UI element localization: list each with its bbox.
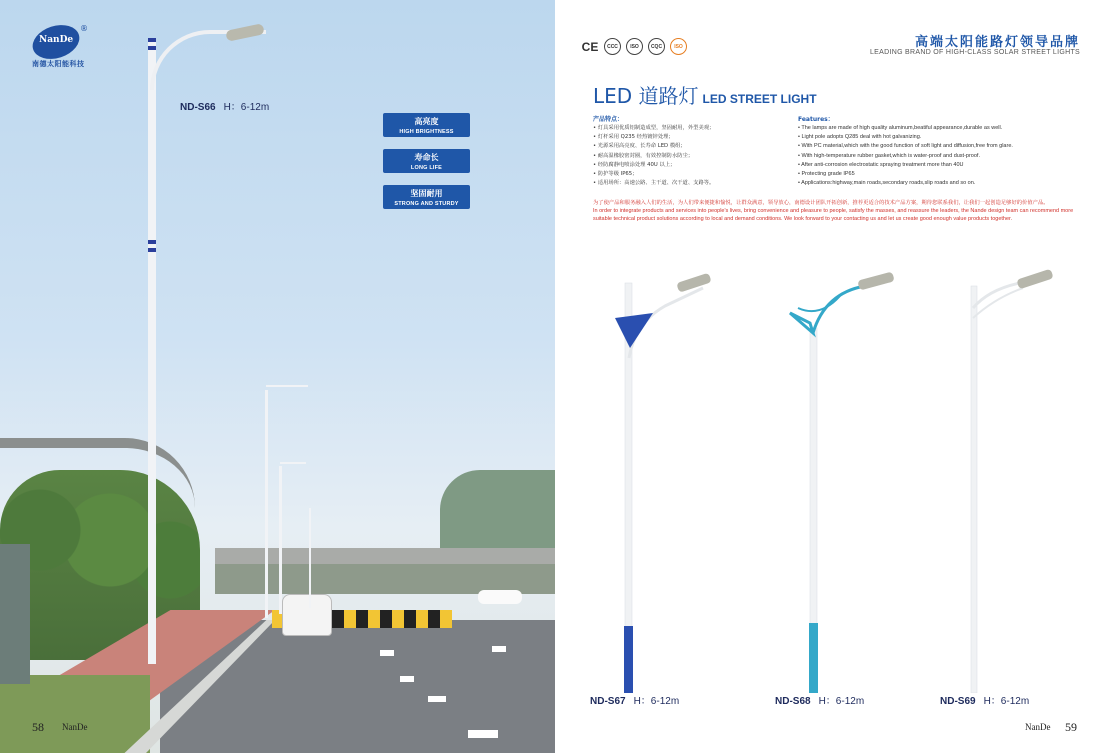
title-cn: LED 道路灯: [593, 84, 699, 108]
badge-en: HIGH BRIGHTNESS: [399, 129, 454, 135]
product-image-s68: [780, 268, 900, 693]
list-item: • Protecting grade IP65: [798, 171, 855, 178]
lamp-head: [676, 273, 711, 293]
intro-text-cn: 为了使产品和服务融入人们的生活，为人们带来便捷和愉悦，让群众满意，领导放心，南德设计团队开拓创新，推荐更适合的技术产品方案，期待您联系我们，让我们一起创造足够好的价值产品。: [593, 200, 1049, 206]
lamp-head: [1016, 269, 1053, 290]
model-height: H：6-12m: [983, 696, 1030, 707]
page-number-right: 59: [1065, 720, 1077, 734]
model-height: H：6-12m: [818, 696, 865, 707]
badge-strong-sturdy: [383, 185, 470, 209]
intro-text-en: In order to integrate products and services into people's lives, bring convenience and pleasure to people, satisfy the masses, and reassure the leaders, the Nande design team can recommend more suitable technical product solutions according to local and demand conditions. We look forward to your contacting us and let us create good enough value products together.: [593, 208, 1074, 222]
pole-bracket: [790, 313, 813, 333]
badge-cn: 高亮度: [414, 117, 439, 126]
list-item: • 耐高温橡胶密封圈，有效控制防水防尘；: [593, 152, 694, 159]
main-pole-arm: [150, 30, 266, 90]
title-en: LED STREET LIGHT: [702, 92, 817, 106]
footer-brand-left: NanDe: [62, 722, 88, 732]
model-name: ND-S68: [775, 696, 811, 707]
features-en-heading: Features：: [798, 116, 834, 123]
model-label-s69: [940, 692, 1029, 707]
header-slogan-en: LEADING BRAND OF HIGH-CLASS SOLAR STREET LIGHTS: [869, 49, 1080, 56]
right-page: [555, 0, 1110, 753]
header-slogan-cn: 高端太阳能路灯领导品牌: [914, 35, 1080, 50]
background-pole: [265, 390, 268, 618]
model-name: ND-S67: [590, 696, 626, 707]
lane-marking: [492, 646, 506, 652]
lane-marking: [428, 696, 446, 702]
lane-marking: [468, 730, 498, 738]
page-number-left: 58: [32, 720, 44, 734]
model-height: H：6-12m: [633, 696, 680, 707]
list-item: • 防护等级 IP65；: [593, 171, 638, 178]
list-item: • After anti-corrosion electrostatic spraying treatment more than 40U: [798, 161, 964, 168]
lamp-head: [857, 272, 894, 291]
background-pole-arm: [280, 462, 306, 464]
car: [478, 590, 522, 604]
product-image-s67: [605, 268, 725, 693]
badge-high-brightness: [383, 113, 470, 137]
grass: [0, 675, 150, 753]
model-name: ND-S66: [180, 102, 216, 113]
pole-band: [148, 46, 156, 50]
pole-arm: [973, 282, 1025, 308]
list-item: • Light pole adopts Q285 deal with hot galvanizing.: [798, 134, 922, 141]
iso-mark-icon: ISO: [670, 38, 687, 55]
model-label-s66: [180, 98, 269, 113]
list-item: • With PC material,which with the good function of soft light and diffusion,free from glare.: [798, 143, 1013, 150]
lane-marking: [400, 676, 414, 682]
list-item: • 灯具采用优质铝制造成型，坚固耐用，外型美观；: [593, 125, 715, 131]
product-image-s69: [955, 268, 1065, 693]
list-item: • With high-temperature rubber gasket,which is water-proof and dust-proof.: [798, 152, 980, 159]
list-item: • 适用场所：高速公路、主干道、次干道、支路等。: [593, 180, 715, 187]
logo-subtitle: 南德太阳能科技: [32, 60, 85, 68]
model-label-s67: [590, 692, 679, 707]
list-item: • The lamps are made of high quality aluminum,beatiful appearance,durable as well.: [798, 125, 1003, 131]
iso-mark-icon: ISO: [626, 38, 643, 55]
pole-band: [148, 38, 156, 42]
badge-en: LONG LIFE: [410, 165, 443, 171]
car: [282, 594, 332, 636]
model-label-s68: [775, 692, 864, 707]
list-item: • 光源采用高亮度、长寿命 LED 模组；: [593, 143, 686, 150]
model-name: ND-S69: [940, 696, 976, 707]
model-height: H：6-12m: [223, 102, 270, 113]
badge-cn: 坚固耐用: [410, 189, 443, 198]
pole-base-color: [624, 626, 633, 693]
lane-marking: [380, 650, 394, 656]
pole-body: [971, 286, 977, 693]
list-item: • 灯杆采用 Q235 经热镀锌处理；: [593, 134, 674, 141]
nande-logo: [32, 26, 80, 58]
background-pole: [309, 508, 311, 608]
electrical-cabinet: [0, 544, 30, 684]
features-cn-list: [593, 124, 793, 188]
badge-cn: 寿命长: [414, 153, 439, 162]
footer-brand-right: NanDe: [1025, 722, 1051, 732]
features-cn-heading: 产品特点：: [593, 116, 624, 123]
certification-logos: [581, 38, 687, 55]
logo-text: NanDe: [39, 35, 74, 45]
ce-mark-icon: CE: [581, 39, 599, 54]
pole-band: [148, 248, 156, 252]
background-pole-arm: [266, 385, 308, 387]
badge-en: STRONG AND STURDY: [394, 201, 459, 207]
ccc-mark-icon: CCC: [604, 38, 621, 55]
features-en-list: [798, 124, 1078, 188]
background-pole: [279, 466, 282, 614]
page-title: [593, 80, 817, 109]
main-pole: [148, 38, 156, 664]
list-item: • Applications:highway,main roads,secondary roads,slip roads and so on.: [798, 180, 976, 187]
cqc-mark-icon: CQC: [648, 38, 665, 55]
list-item: • 经防腐静电喷涂处理 40U 以上；: [593, 161, 676, 168]
pole-band: [148, 240, 156, 244]
pole-base-color: [809, 623, 818, 693]
pole-arm: [973, 288, 1023, 318]
registered-mark: ®: [80, 24, 88, 33]
badge-long-life: [383, 149, 470, 173]
